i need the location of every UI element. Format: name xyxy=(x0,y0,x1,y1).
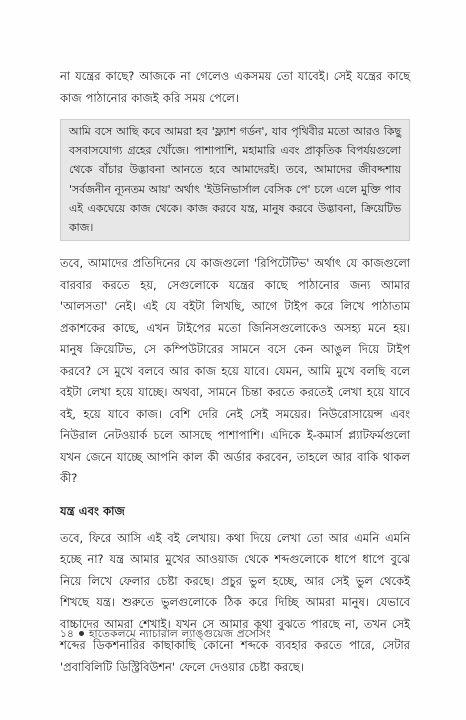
paragraph-intro: না যন্ত্রের কাছে? আজকে না গেলেও একসময় তো যাবেই। সেই যন্ত্রের কাছে কাজ পাঠানোর কাজই করি সময় পেলে। xyxy=(60,69,410,105)
page-footer xyxy=(60,627,271,644)
page-number: ১৪ xyxy=(60,628,75,640)
section-heading: যন্ত্র এবং কাজ xyxy=(60,503,125,518)
callout-box: আমি বসে আছি কবে আমরা হব 'ফ্ল্যাশ গর্ডন', যাব পৃথিবীর মতো আরও কিছু বসবাসযোগ্য গ্রহের খোঁজে। পাশাপাশি, মহামারি এবং প্রাকৃতিক বিপর্যয়গুলো থেকে বাঁচার উদ্ভাবনা আনতে হবে আমাদেরই। তবে, আমাদের জীবদ্দশায় 'সর্বজনীন ন্যূনতম আয়' অর্থাৎ 'ইউনিভার্সাল বেসিক পে' চলে এলে মুক্তি পাব এই একঘেয়ে কাজ থেকে। কাজ করবে যন্ত্র, মানুষ করবে উদ্ভাবনা, ক্রিয়েটিভ কাজ। xyxy=(60,119,410,241)
paragraph-machine-learning: তবে, ফিরে আসি এই বই লেখায়। কথা দিয়ে লেখা তো আর এমনি এমনি হচ্ছে না? যন্ত্র আমার মুখের আওয়াজ থেকে শব্দগুলোকে ধাপে ধাপে বুঝে নিয়ে লিখে ফেলার চেষ্টা করছে। প্রচুর ভুল হচ্ছে, আর সেই ভুল থেকেই শিখছে যন্ত্র। শুরুতে ভুলগুলোকে ঠিক করে দিচ্ছি আমরা মানুষ। যেভাবে বাচ্চাদের আমরা শেখাই। যখন সে আমার কথা বুঝতে পারছে না, তখন সেই শব্দের ডিকশনারির কাছাকাছি কোনো শব্দকে ব্যবহার করতে পারে, সেটার 'প্রবাবিলিটি ডিস্ট্রিবিউশন' ফেলে দেওয়ার চেষ্টা করছে। xyxy=(60,530,410,674)
running-title: হাতেকলমে ন্যাচারাল ল্যাঙ্গুয়েজ প্রসেসিং xyxy=(89,628,271,640)
page-body xyxy=(60,66,410,688)
bullet-icon xyxy=(79,631,84,636)
paragraph-repetitive-work: তবে, আমাদের প্রতিদিনের যে কাজগুলো 'রিপিটেটিভ' অর্থাৎ যে কাজগুলো বারবার করতে হয়, সেগুলোকে যন্ত্রের কাছে পাঠানোর জন্য আমার 'আলসতা' নেই। এই যে বইটা লিখছি, আগে টাইপ করে লিখে পাঠাতাম প্রকাশকের কাছে, এখন টাইপের মতো জিনিসগুলোকেও অসহ্য মনে হয়। মানুষ ক্রিয়েটিভ, সে কম্পিউটারের সামনে বসে কেন আঙুল দিয়ে টাইপ করবে? সে মুখে বলবে আর কাজ হয়ে যাবে। যেমন, আমি মুখে বলছি বলে বইটা লেখা হয়ে যাচ্ছে। অথবা, সামনে চিন্তা করতে করতেই লেখা হয়ে যাবে বই, হয়ে যাবে কাজ। বেশি দেরি নেই সেই সময়ের। নিউরোসায়েন্স এবং নিউরাল নেটওয়ার্ক চলে আসছে পাশাপাশি। এদিকে ই-কমার্স প্ল্যাটফর্মগুলো যখন জেনে যাচ্ছে আপনি কাল কী অর্ডার করবেন, তাহলে আর বাকি থাকল কী? xyxy=(60,256,410,486)
